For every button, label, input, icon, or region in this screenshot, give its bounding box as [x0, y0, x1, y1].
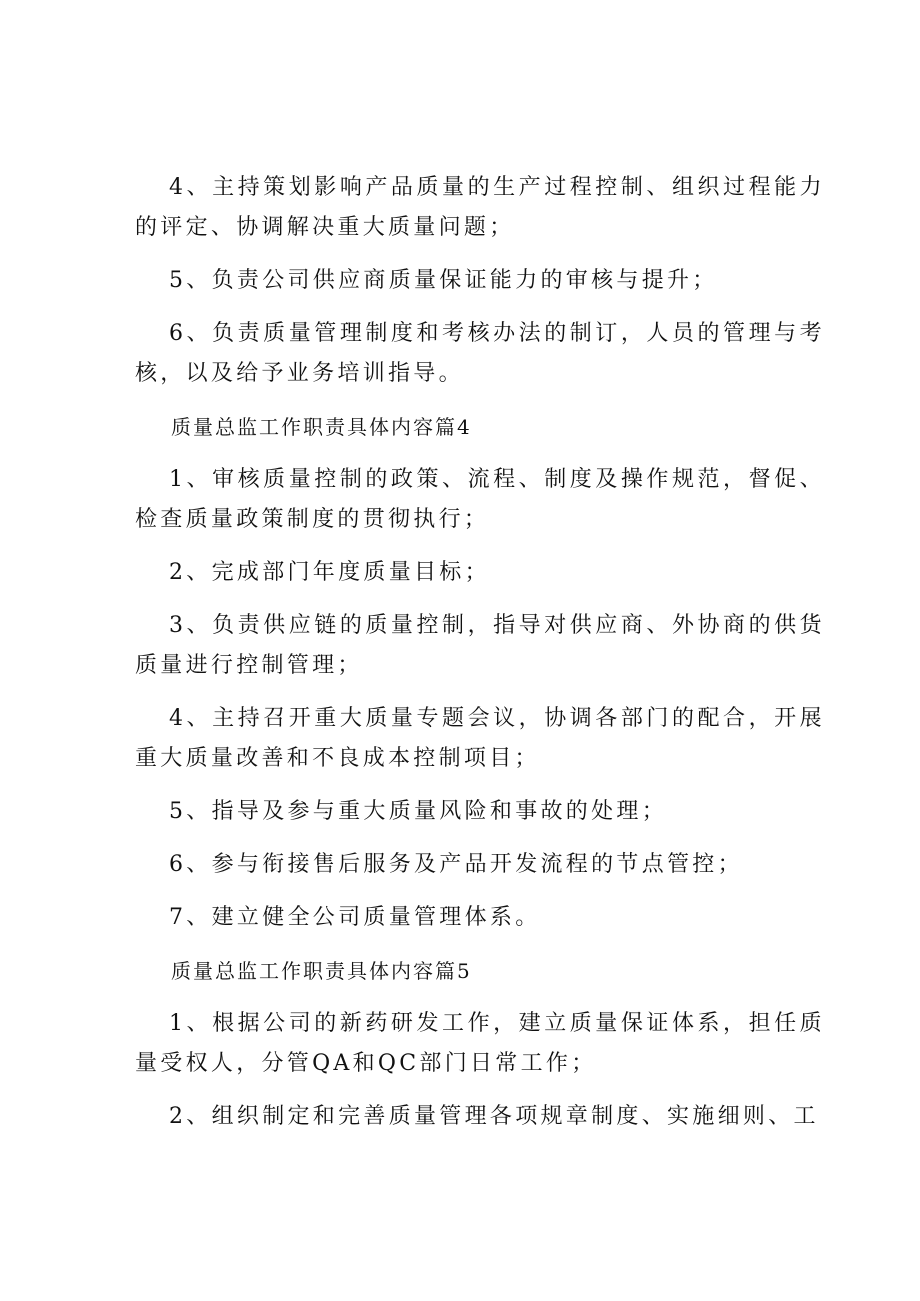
- paragraph-item: 2、组织制定和完善质量管理各项规章制度、实施细则、工: [169, 1104, 819, 1129]
- paragraph-item: 6、参与衔接售后服务及产品开发流程的节点管控；: [169, 852, 743, 877]
- paragraph-item: 1、审核质量控制的政策、流程、制度及操作规范，督促、检查质量政策制度的贯彻执行；: [135, 467, 825, 532]
- paragraph-item: 1、根据公司的新药研发工作，建立质量保证体系，担任质量受权人，分管QA和QC部门日常工作；: [135, 1011, 825, 1076]
- paragraph-item: 3、负责供应链的质量控制，指导对供应商、外协商的供货质量进行控制管理；: [135, 613, 825, 678]
- paragraph-item: 5、指导及参与重大质量风险和事故的处理；: [169, 799, 667, 824]
- document-body: [135, 168, 825, 1150]
- paragraph-item: 2、完成部门年度质量目标；: [169, 560, 490, 585]
- section-heading: 质量总监工作职责具体内容篇4: [171, 415, 472, 439]
- paragraph-item: 4、主持召开重大质量专题会议，协调各部门的配合，开展重大质量改善和不良成本控制项目；: [135, 706, 825, 771]
- section-heading: 质量总监工作职责具体内容篇5: [171, 959, 472, 983]
- paragraph-item: 4、主持策划影响产品质量的生产过程控制、组织过程能力的评定、协调解决重大质量问题；: [135, 175, 825, 240]
- paragraph-item: 7、建立健全公司质量管理体系。: [169, 905, 541, 930]
- paragraph-item: 5、负责公司供应商质量保证能力的审核与提升；: [169, 268, 718, 293]
- paragraph-item: 6、负责质量管理制度和考核办法的制订，人员的管理与考核，以及给予业务培训指导。: [135, 321, 825, 386]
